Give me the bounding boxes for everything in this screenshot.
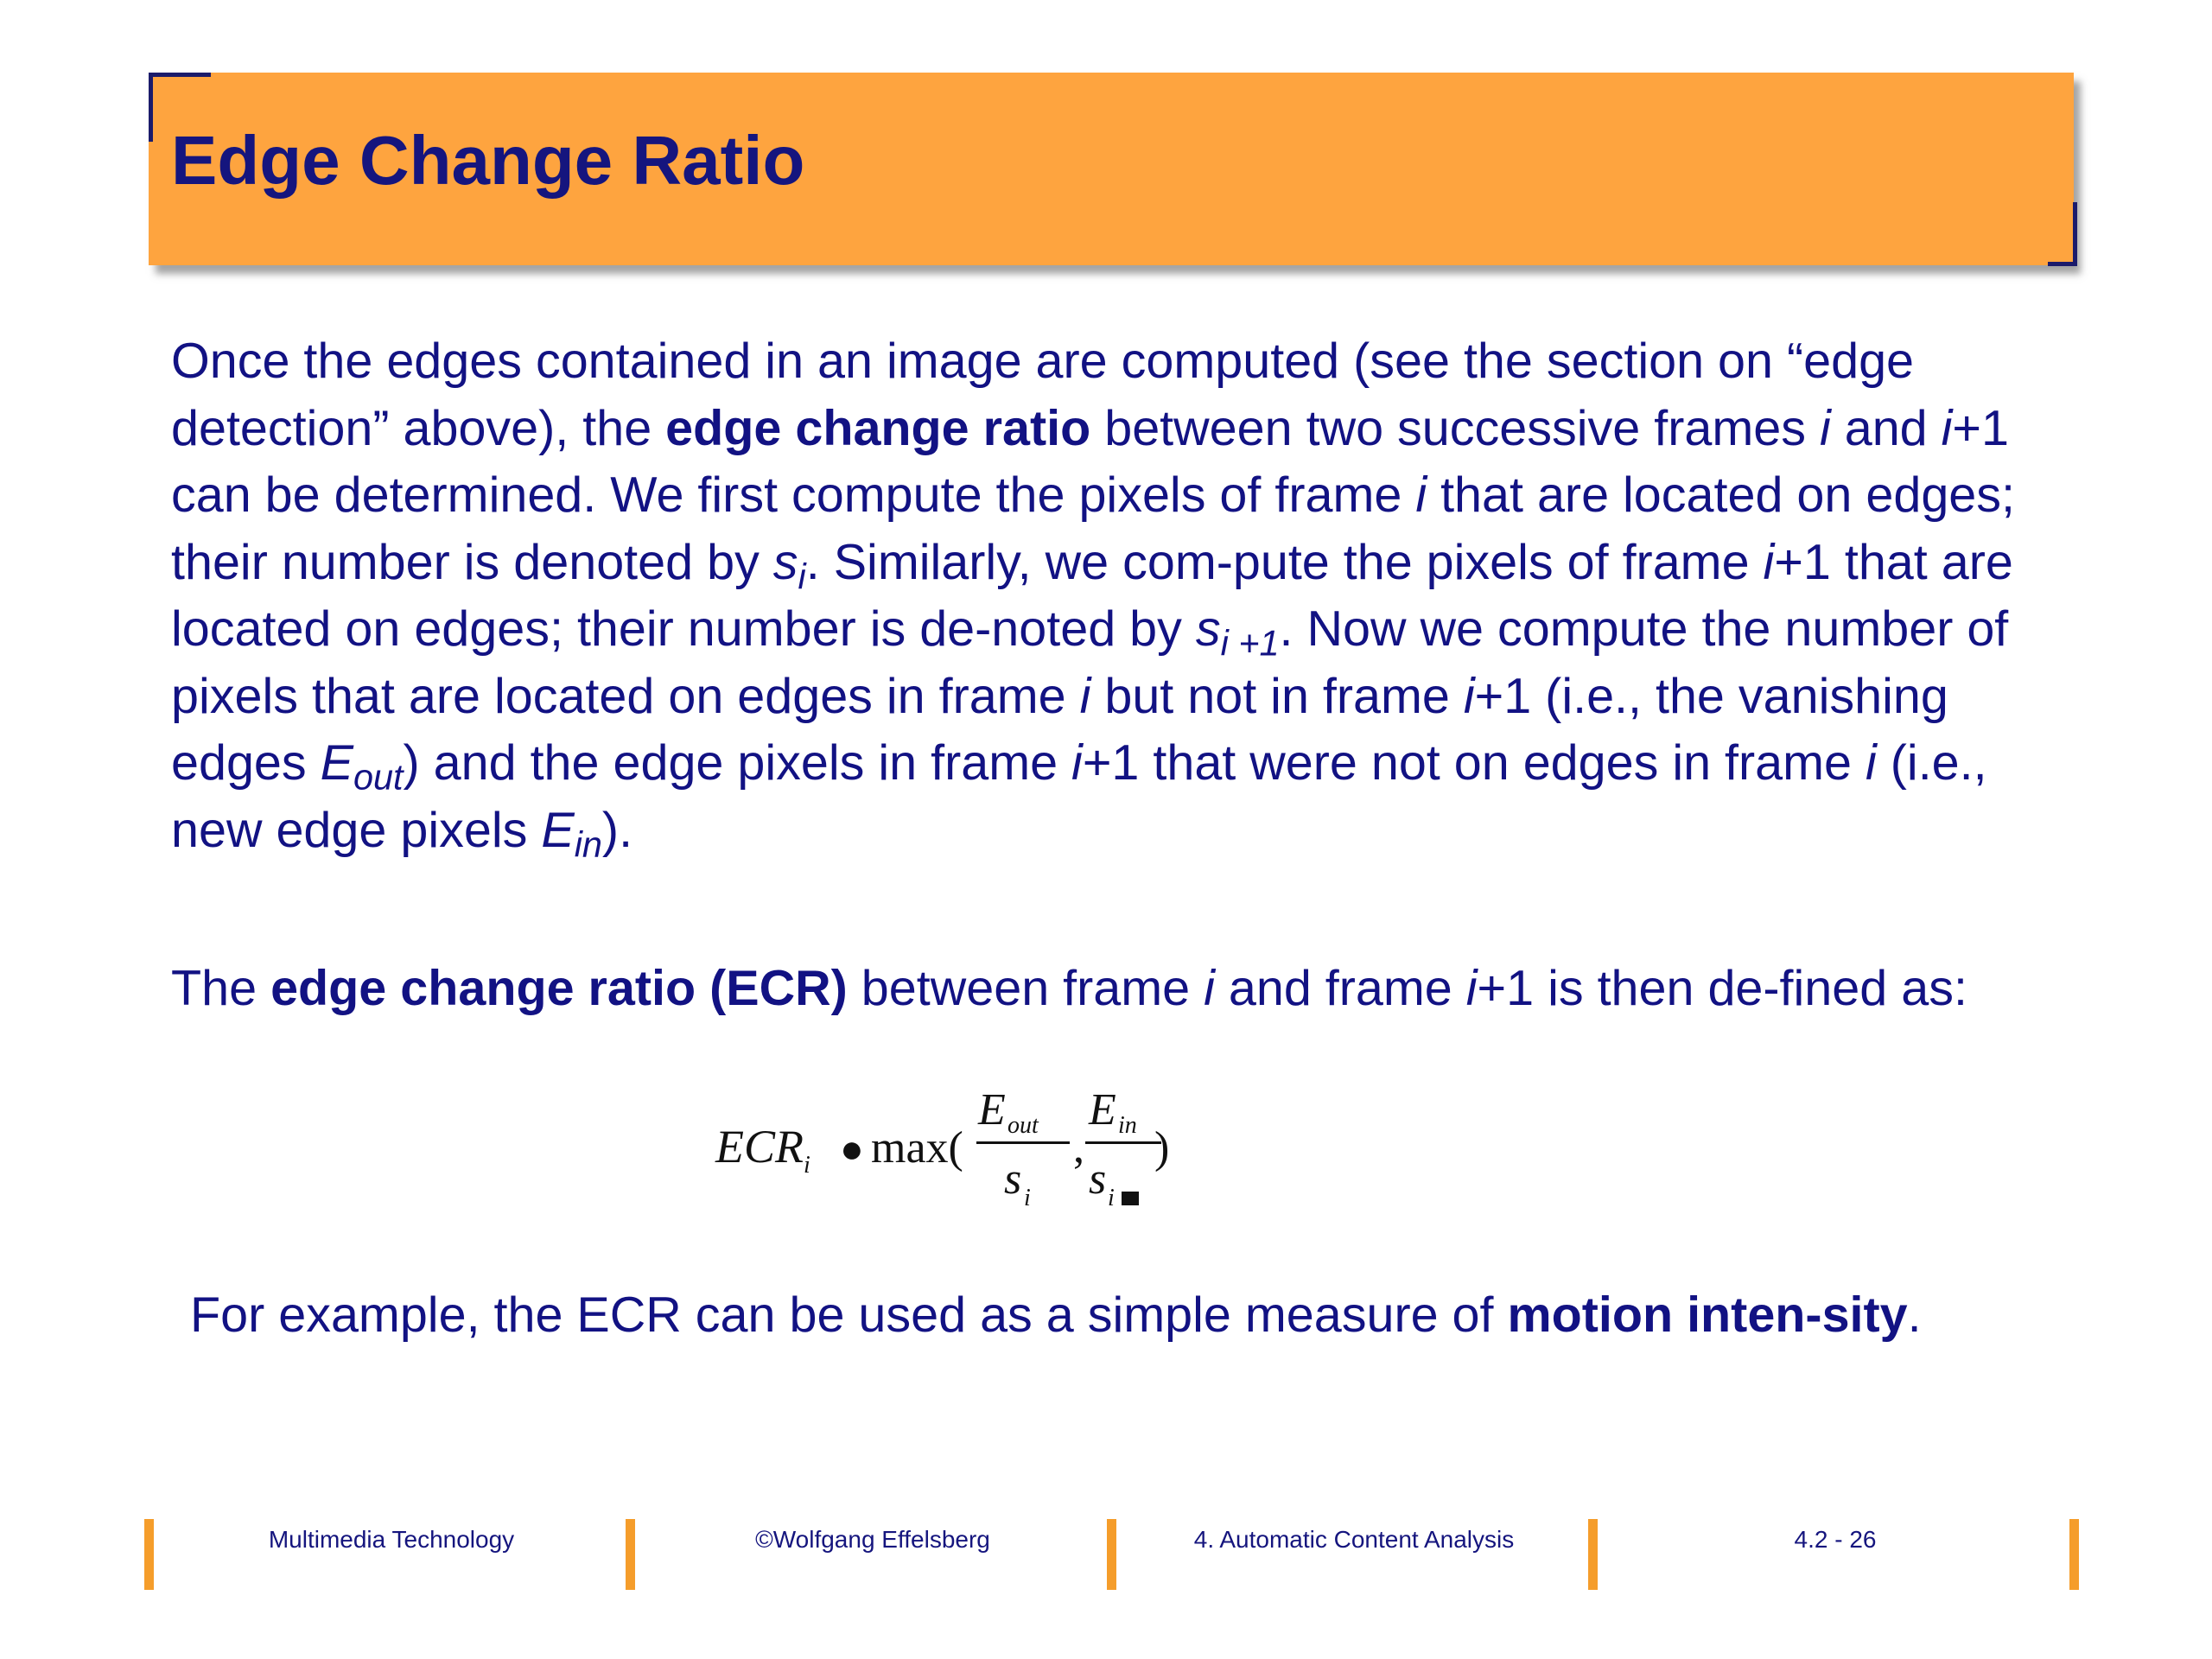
formula-num1: E [978,1085,1006,1135]
title-corner-bottom-right-vertical [2073,202,2077,266]
footer-chapter: 4. Automatic Content Analysis [1193,1526,1515,1553]
formula-num2-sub: in [1118,1112,1137,1139]
footer-divider-1 [144,1519,154,1590]
fraction-bar-1 [976,1141,1070,1144]
formula-den1-sub: i [1024,1185,1031,1211]
footer-course: Multimedia Technology [268,1526,515,1553]
paragraph-ecr-intro: The edge change ratio (ECR) between frame i and frame i+1 is then de-fined as: [171,961,1967,1016]
formula-close: ) [1154,1123,1170,1173]
formula-den2-sub: i [1108,1185,1115,1211]
formula-num1-sub: out [1007,1112,1039,1139]
formula-max: max( [871,1123,963,1173]
formula-num2: E [1089,1085,1116,1135]
formula-lhs: ECR [715,1121,804,1173]
term-ecr: edge change ratio (ECR) [270,961,848,1016]
paragraph-edge-definition: Once the edges contained in an image are computed (see the section on “edge detection” above), the edge change ratio between two successive frames i and i+1 can be determined. We first compute the pixels of frame i that are located on edges; their number is denoted by $s_i$. Similarly, we com-pute the pixels of frame i+1 that are located on edges; their number is de-noted by $s_{i +1}$. Now we compute the number of pixels that are located on edges in frame i but not in frame i+1 (i.e., the vanishing edges $E_{out}$) and the edge pixels in frame i+1 that were not on edges in frame i (i.e., new edge pixels $E_{in}$). [171,334,2015,865]
footer-copyright: ©Wolfgang Effelsberg [755,1526,990,1553]
footer-divider-4 [1588,1519,1598,1590]
fraction-bar-2 [1085,1141,1161,1144]
formula-den1: s [1004,1154,1022,1204]
broken-glyph-icon [1122,1192,1139,1205]
term-edge-change-ratio: edge change ratio [665,400,1091,456]
var-e-in: E [541,802,575,858]
title-corner-top-left [149,73,211,77]
formula-lhs-sub: i [804,1152,810,1179]
formula-bullet: ● [840,1127,864,1171]
formula-comma: , [1073,1123,1084,1173]
footer-page-number: 4.2 - 26 [1794,1526,1877,1553]
title-corner-top-left-vertical [149,73,153,142]
var-e-out: E [320,735,353,791]
paragraph-example: For example, the ECR can be used as a simple measure of motion inten-sity. [190,1287,1922,1343]
formula-den2: s [1089,1154,1107,1204]
var-s-i-plus-1: s [1195,601,1221,657]
footer-divider-5 [2069,1519,2079,1590]
ecr-formula [709,1076,1192,1223]
slide-title: Edge Change Ratio [171,122,805,199]
footer-divider-3 [1107,1519,1116,1590]
var-s-i: s [772,534,798,590]
term-motion-intensity: motion inten-sity [1507,1287,1908,1343]
footer-divider-2 [626,1519,635,1590]
